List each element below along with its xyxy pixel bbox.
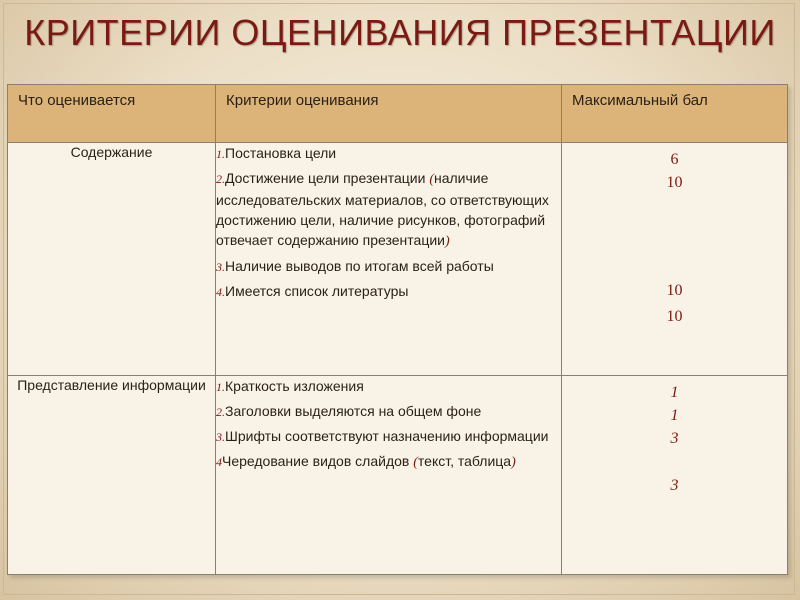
criterion-number: 4.: [216, 285, 225, 299]
criterion-item: [216, 376, 561, 397]
criteria-table: [7, 84, 788, 575]
criterion-number: 1.: [216, 380, 225, 394]
criterion-text: Имеется список литературы: [225, 283, 409, 299]
score-value: 1: [670, 407, 679, 424]
criterion-text: Чередование видов слайдов: [222, 453, 414, 469]
score-value: 3: [670, 477, 679, 494]
row-content-what: Содержание: [8, 143, 216, 376]
open-paren: (: [429, 172, 434, 187]
criterion-text: Наличие выводов по итогам всей работы: [225, 258, 494, 274]
criterion-item: [216, 168, 561, 252]
row-presentation-what: Представление информации: [8, 376, 216, 575]
row-presentation-criteria: [216, 376, 562, 575]
criterion-text: Краткость изложения: [225, 378, 364, 394]
table-row: [8, 143, 788, 376]
criterion-text: Шрифты соответствуют назначению информации: [225, 428, 549, 444]
score-value: 10: [666, 282, 683, 299]
criterion-number: 4: [216, 455, 222, 469]
score-value: 1: [670, 384, 679, 401]
criterion-number: 2.: [216, 172, 225, 186]
criterion-item: [216, 401, 561, 422]
table-row: [8, 376, 788, 575]
criterion-number: 1.: [216, 147, 225, 161]
row-presentation-scores: [562, 376, 788, 575]
criterion-item: [216, 426, 561, 447]
criterion-number: 3.: [216, 260, 225, 274]
criterion-item: [216, 143, 561, 164]
criterion-number: 3.: [216, 430, 225, 444]
criterion-number: 2.: [216, 405, 225, 419]
table-header-row: [8, 85, 788, 143]
criterion-item: [216, 256, 561, 277]
open-paren: (: [413, 455, 418, 470]
criterion-item: [216, 451, 561, 473]
criterion-text: Достижение цели презентации: [225, 170, 426, 186]
header-what: Что оценивается: [8, 85, 216, 143]
criterion-text: Заголовки выделяются на общем фоне: [225, 403, 482, 419]
close-paren: ): [511, 455, 516, 470]
slide-title: КРИТЕРИИ ОЦЕНИВАНИЯ ПРЕЗЕНТАЦИИ: [24, 12, 776, 53]
row-content-scores: [562, 143, 788, 376]
score-value: 6: [670, 151, 679, 168]
score-value: 10: [666, 174, 683, 191]
score-value: 10: [666, 308, 683, 325]
row-content-criteria: [216, 143, 562, 376]
criterion-detail: наличие исследовательских материалов, со ответствующих достижению цели, наличие рисунков, фотографий отвечает содержанию презентации: [216, 170, 549, 248]
close-paren: ): [445, 234, 450, 249]
header-criteria: Критерии оценивания: [216, 85, 562, 143]
criterion-item: [216, 281, 561, 302]
criterion-text: Постановка цели: [225, 145, 337, 161]
criterion-detail: текст, таблица: [417, 453, 512, 469]
header-max-score: Максимальный бал: [562, 85, 788, 143]
score-value: 3: [670, 430, 679, 447]
